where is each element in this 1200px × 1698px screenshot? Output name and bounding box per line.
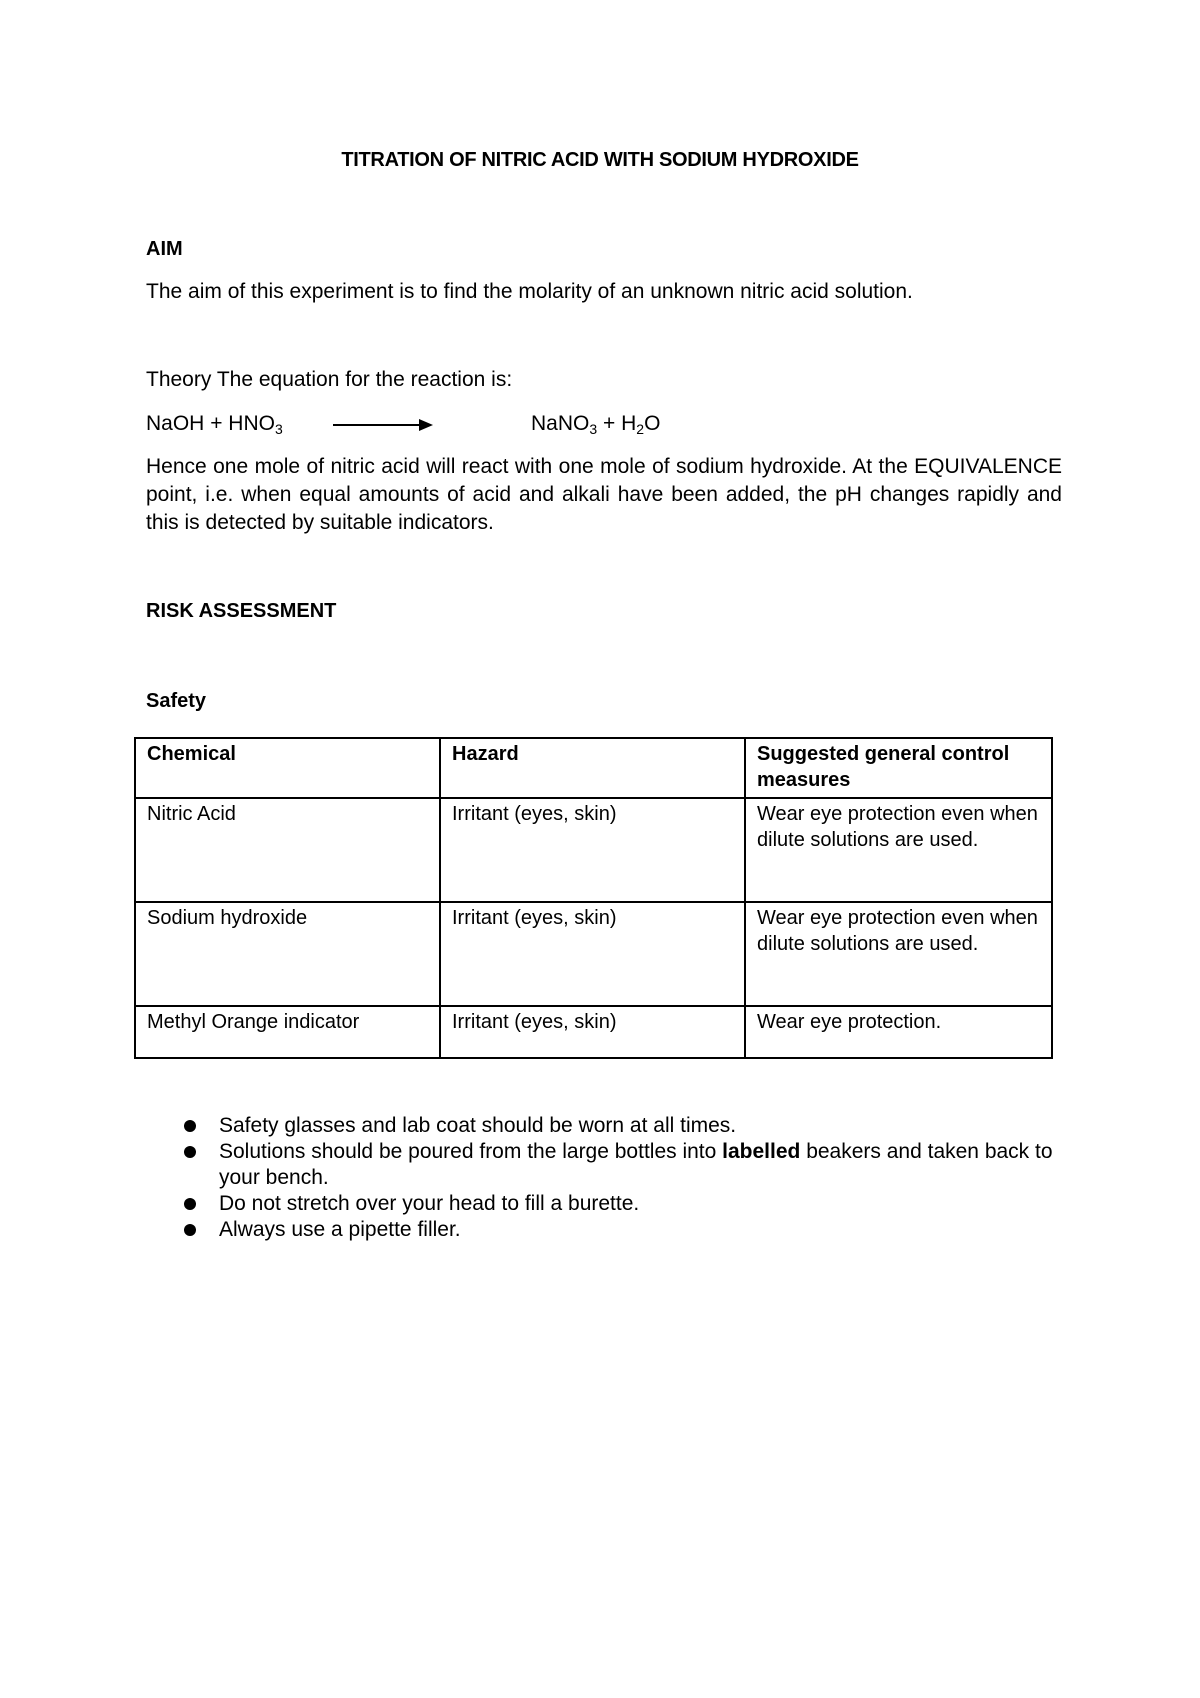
product-h2o-h: H [621, 412, 637, 435]
subscript: 2 [636, 421, 645, 437]
list-item [180, 1113, 1060, 1139]
safety-table [134, 737, 1053, 1059]
list-item [180, 1191, 1060, 1217]
bullet-text: Safety glasses and lab coat should be worn at all times. [219, 1114, 737, 1137]
table-row [135, 902, 1052, 1006]
header-hazard: Hazard [440, 738, 745, 798]
subscript: 3 [589, 421, 598, 437]
reactant-naoh: NaOH [146, 412, 205, 435]
aim-heading: AIM [146, 238, 183, 260]
table-row [135, 1006, 1052, 1058]
header-chemical: Chemical [135, 738, 440, 798]
equation-products [531, 410, 660, 438]
cell-control-measures: Wear eye protection even when dilute solutions are used. [745, 902, 1052, 1006]
list-item [180, 1139, 1060, 1191]
bullet-text-before: Solutions should be poured from the large bottles into [219, 1140, 723, 1163]
cell-control-measures: Wear eye protection even when dilute solutions are used. [745, 798, 1052, 902]
safety-heading: Safety [146, 690, 207, 712]
cell-chemical: Methyl Orange indicator [135, 1006, 440, 1058]
risk-assessment-heading: RISK ASSESSMENT [146, 600, 337, 622]
bullet-text: Do not stretch over your head to fill a burette. [219, 1192, 640, 1215]
safety-bullet-list [180, 1113, 1060, 1243]
cell-hazard: Irritant (eyes, skin) [440, 1006, 745, 1058]
product-h2o-o: O [644, 412, 661, 435]
bullet-icon [184, 1224, 196, 1236]
bullet-icon [184, 1120, 196, 1132]
plus-sign: + [204, 412, 229, 435]
bullet-text-bold: labelled [722, 1140, 801, 1163]
subscript: 3 [274, 421, 283, 437]
header-control-measures: Suggested general control measures [745, 738, 1052, 798]
cell-chemical: Nitric Acid [135, 798, 440, 902]
table-row [135, 798, 1052, 902]
bullet-text-after: beakers and taken back to your bench. [219, 1140, 1053, 1189]
cell-hazard: Irritant (eyes, skin) [440, 798, 745, 902]
reaction-arrow-icon [331, 418, 435, 432]
cell-control-measures: Wear eye protection. [745, 1006, 1052, 1058]
table-header-row [135, 738, 1052, 798]
aim-text: The aim of this experiment is to find the molarity of an unknown nitric acid solution. [146, 280, 913, 303]
bullet-icon [184, 1198, 196, 1210]
plus-sign: + [597, 412, 622, 435]
theory-intro: Theory The equation for the reaction is: [146, 368, 513, 391]
equation-reactants [146, 410, 283, 438]
cell-hazard: Irritant (eyes, skin) [440, 902, 745, 1006]
theory-explanation: Hence one mole of nitric acid will react with one mole of sodium hydroxide. At the EQUIVALENCE point, i.e. when equal amounts of acid and alkali have been added, the pH changes rapidly and this is detected by suitable indicators. [146, 455, 1062, 534]
reactant-hno3: HNO [228, 412, 275, 435]
list-item [180, 1217, 1060, 1243]
bullet-icon [184, 1146, 196, 1158]
bullet-text: Always use a pipette filler. [219, 1218, 461, 1241]
document-title: TITRATION OF NITRIC ACID WITH SODIUM HYDROXIDE [341, 149, 859, 171]
cell-chemical: Sodium hydroxide [135, 902, 440, 1006]
product-nano3: NaNO [531, 412, 590, 435]
